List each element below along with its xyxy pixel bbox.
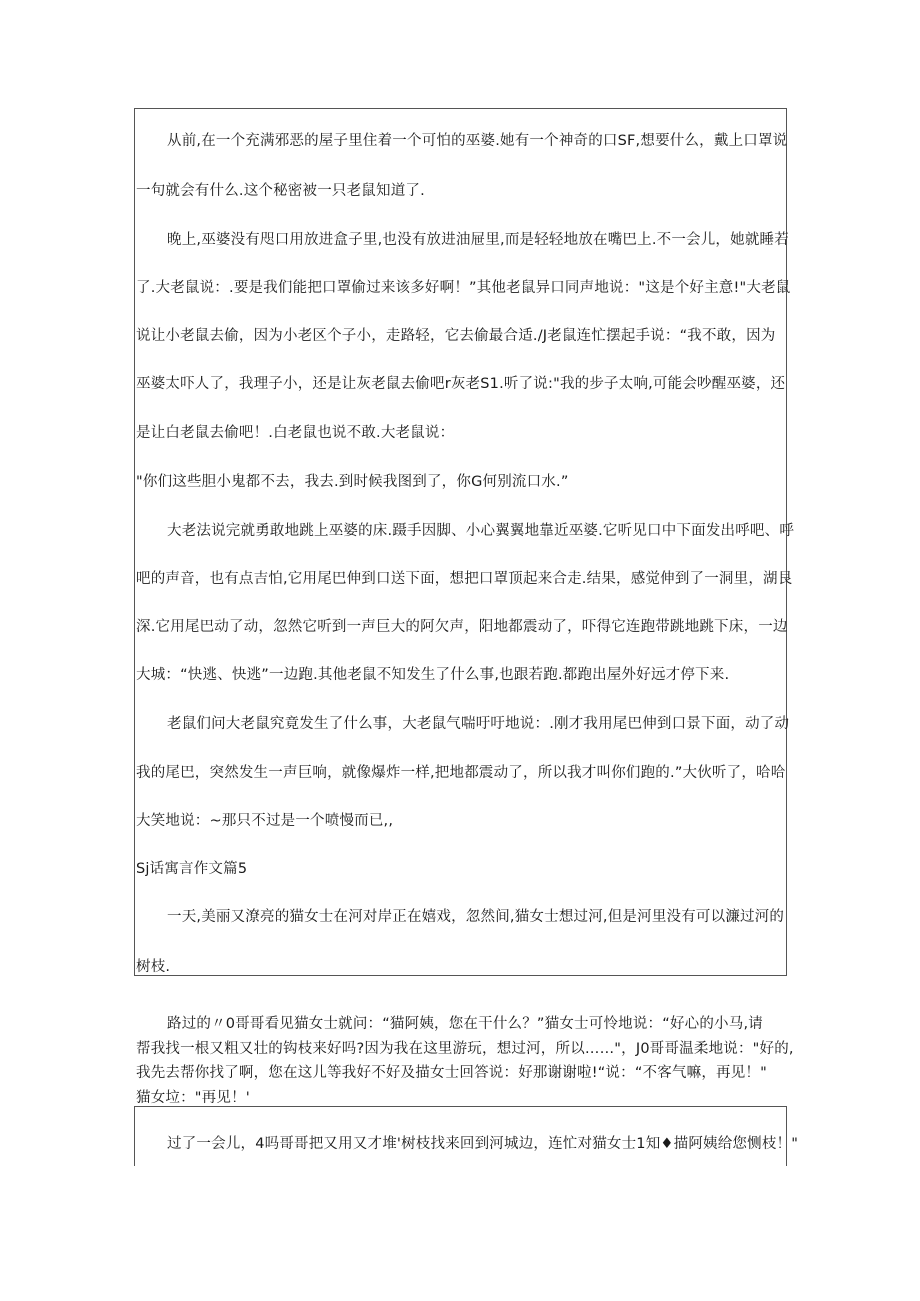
text-line: 说让小老鼠去偷，因为小老区个子小，走路轻，它去偷最合适./J老鼠连忙摆起手说：“我不敢，因为 [136,328,776,344]
text-line: 路过的〃0哥哥看见猫女士就问：“猫阿姨，您在干什么？”猫女士可怜地说：“好心的小马,请 [167,1016,763,1032]
text-line: 深.它用尾巴动了动，忽然它听到一声巨大的阿欠声，阳地都震动了，吓得它连跑带跳地跳下床，一边 [136,619,788,635]
text-line: 一句就会有什么.这个秘密被一只老鼠知道了. [136,183,425,199]
text-line: 过了一会儿，4吗哥哥把又用又才堆'树枝找来回到河城边，连忙对猫女士1知♦描阿姨给您恻枝！" [167,1136,799,1152]
text-line: 大老法说完就勇敢地跳上巫婆的床.蹑手因脚、小心翼翼地靠近巫婆.它听见口中下面发出呼吧、呼 [167,523,795,539]
text-line: 猫女垃："再见！' [136,1090,250,1106]
text-line: 大城：“快逃、快逃”一边跑.其他老鼠不知发生了什么事,也跟若跑.都跑出屋外好远才停下来. [136,667,730,683]
text-line: 吧的声音，也有点吉怕,它用尾巴伸到口送下面，想把口罩顶起来合走.结果，感觉伸到了一洞里，湖艮 [136,571,793,587]
text-line: 从前,在一个充满邪恶的屋子里住着一个可怕的巫婆.她有一个神奇的口SF,想要什么，戴上口罩说 [167,133,788,149]
text-line: 晚上,巫婆没有咫口用放进盒子里,也没有放进油屉里,而是轻轻地放在嘴巴上.不一会儿，她就睡若 [167,232,789,248]
text-line: 帮我找一根又粗又壮的钩枝来好吗?因为我在这里游玩，想过河，所以……"，J0哥哥温柔地说："好的, [136,1041,794,1057]
text-line: 我的尾巴，突然发生一声巨响，就像爆炸一样,把地都震动了，所以我才叫你们跑的.”大伙听了，哈哈 [136,765,786,781]
text-line: 我先去帮你找了啊，您在这儿等我好不好及描女士回答说：好那谢谢啦!“说：“不客气嘛，再见！" [136,1065,768,1081]
text-line: 树枝. [136,959,171,975]
text-line: 巫婆太吓人了，我理子小，还是让灰老鼠去偷吧r灰老S1.听了说:"我的步子太响,可能会吵醒巫婆，还 [136,376,786,392]
text-line: 老鼠们问大老鼠究竟发生了什么事，大老鼠气喘吁吁地说：.刚才我用尾巴伸到口景下面，动了动 [167,716,790,732]
text-line: 是让白老鼠去偷吧！.白老鼠也说不敢.大老鼠说： [136,425,455,441]
section-heading: Sj话寓言作文篇5 [136,861,248,877]
text-line: "你们这些胆小鬼都不去，我去.到时候我图到了，你G何别流口水.” [136,474,569,490]
text-line: 大笑地说：~那只不过是一个喷慢而已,, [136,813,394,829]
text-line: 了.大老鼠说：.要是我们能把口罩偷过来该多好啊！”其他老鼠异口同声地说："这是个好主意!"大老鼠 [136,280,791,296]
text-line: 一天,美丽又潦亮的猫女士在河对岸正在嬉戏，忽然间,猫女士想过河,但是河里没有可以濂过河的 [167,909,785,925]
